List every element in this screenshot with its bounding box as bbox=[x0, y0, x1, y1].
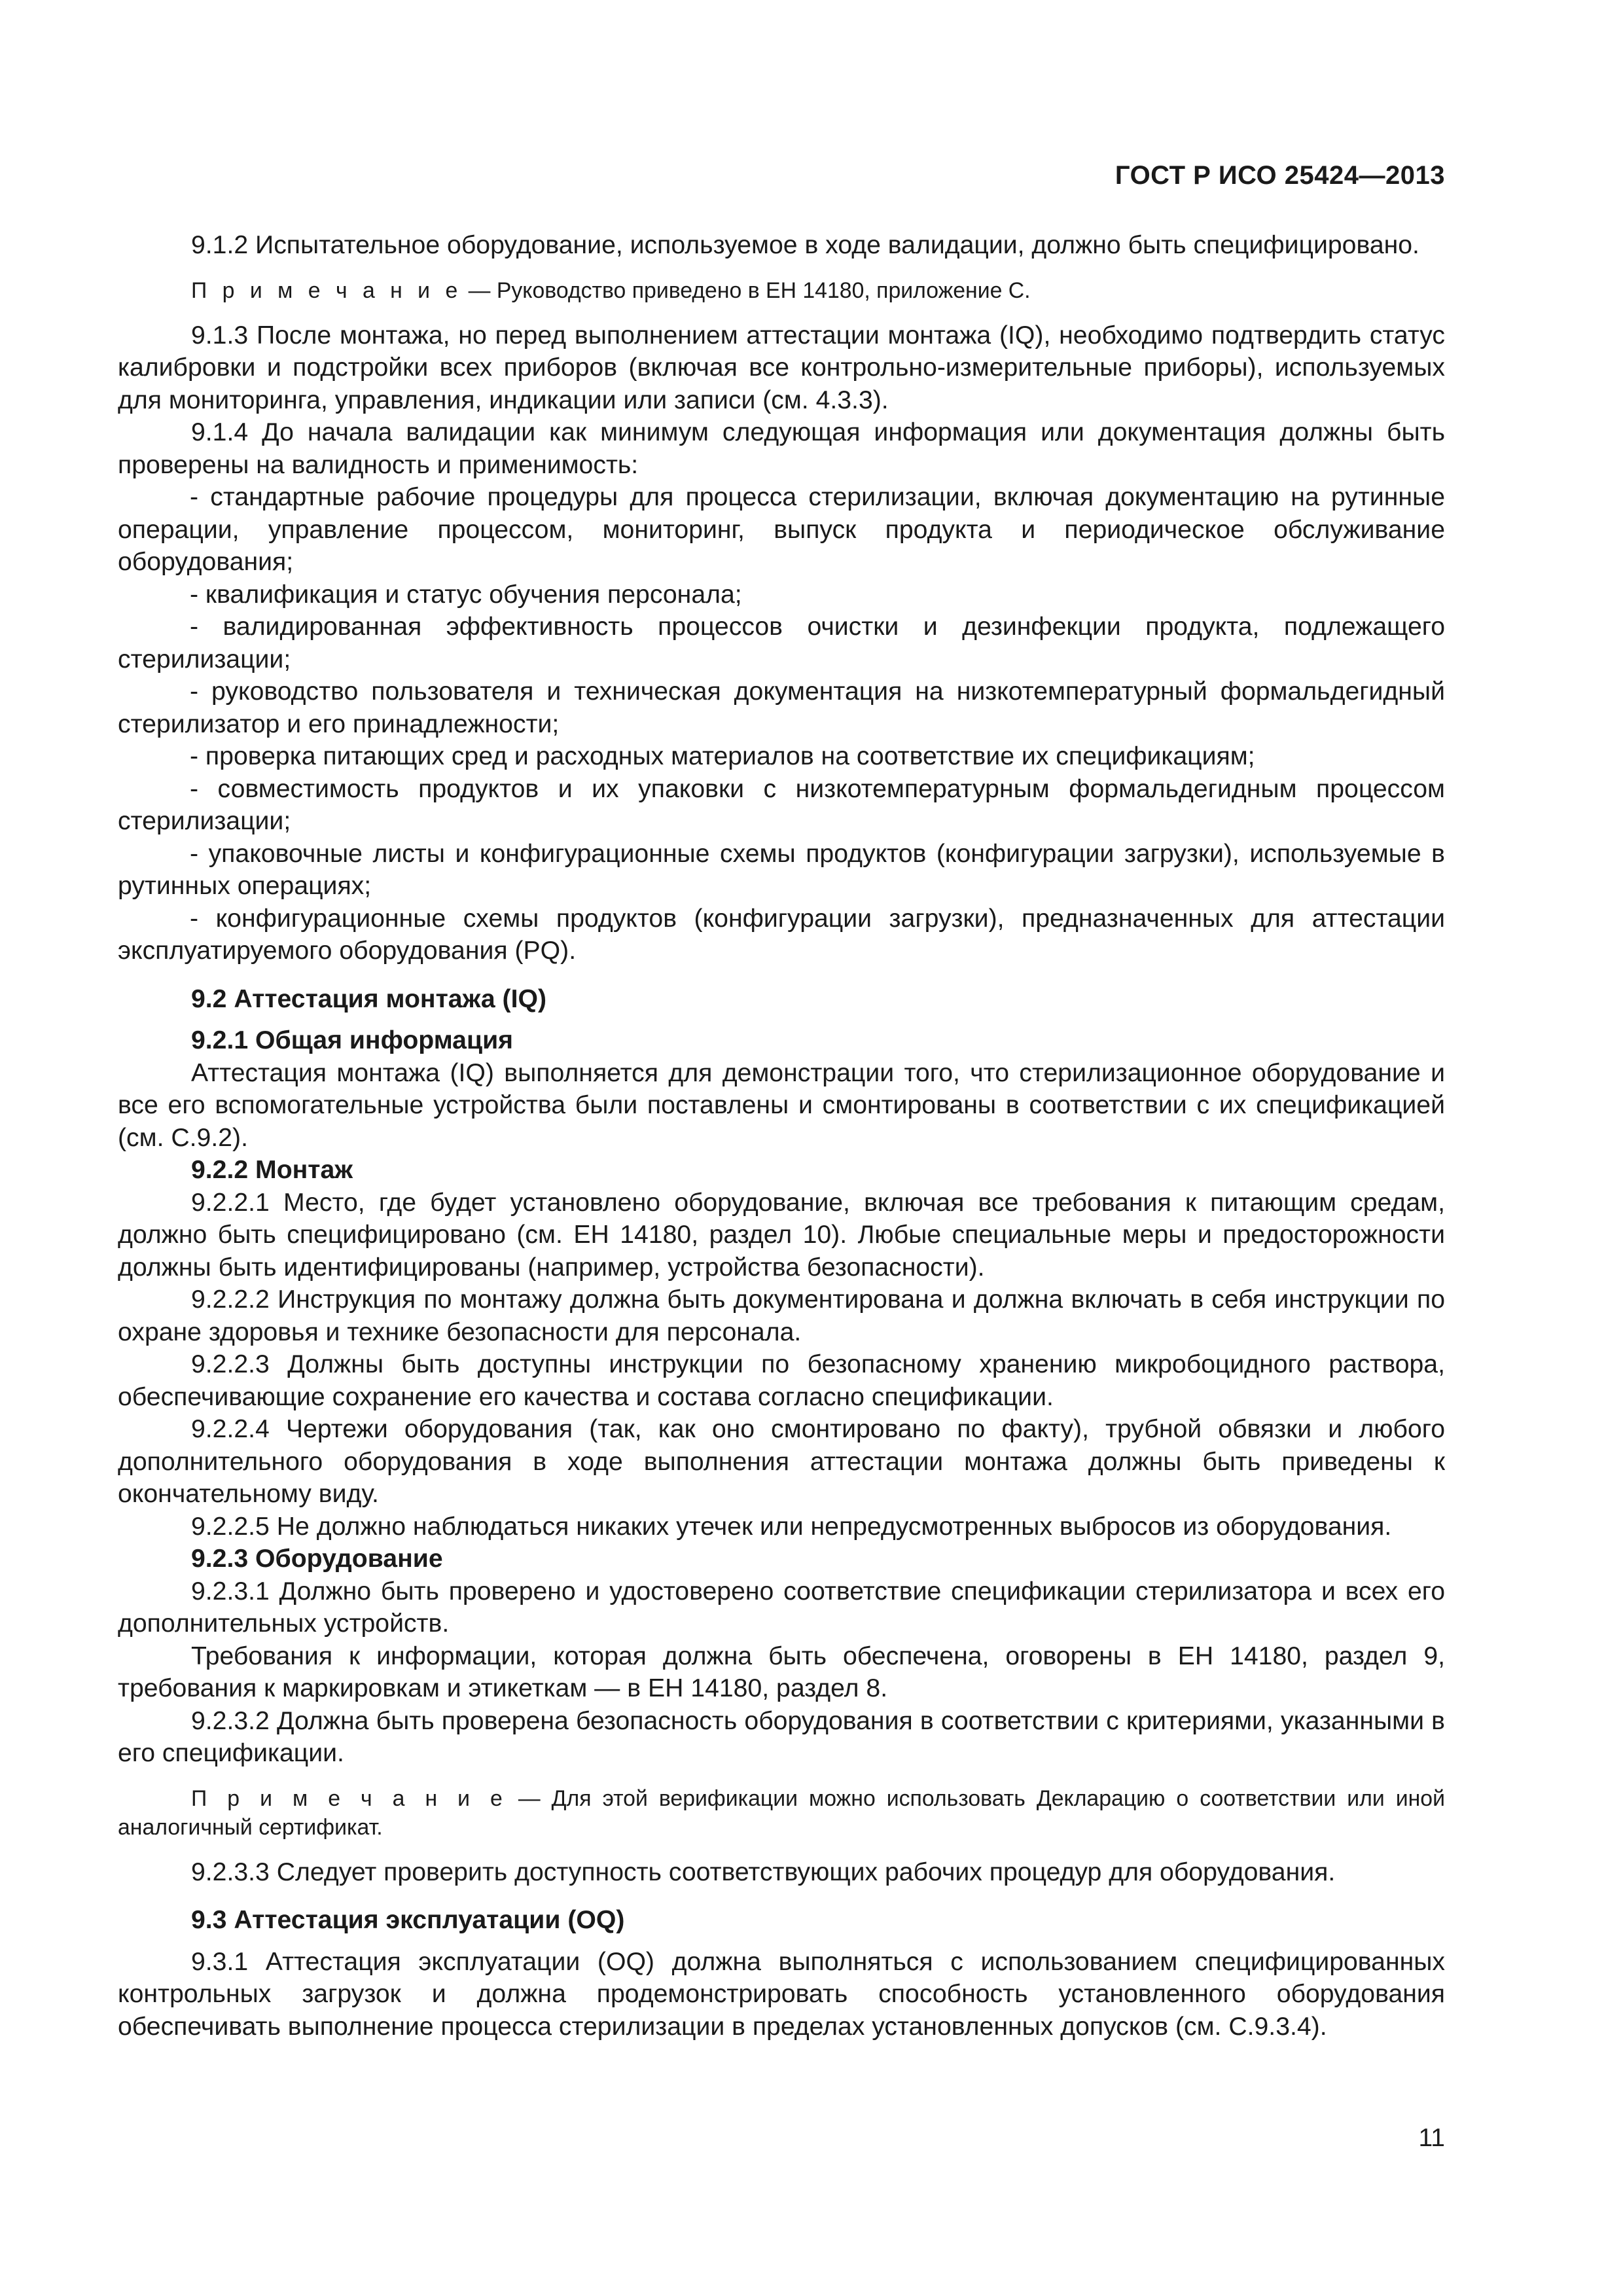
paragraph-9-2-3-2: 9.2.3.2 Должна быть проверена безопасность оборудования в соответствии с критериями, указанными в его спецификации. bbox=[118, 1706, 1445, 1767]
note-1 bbox=[118, 276, 1445, 305]
note-text: — Для этой верификации можно использовать Декларацию о соответствии или иной аналогичный сертификат. bbox=[118, 1785, 1445, 1840]
list-item: - валидированная эффективность процессов очистки и дезинфекции продукта, подлежащего стерилизации; bbox=[118, 613, 1445, 673]
list-item: - стандартные рабочие процедуры для процесса стерилизации, включая документацию на рутинные операции, управление процессом, мониторинг, выпуск продукта и периодическое обслуживание оборудования; bbox=[118, 483, 1445, 576]
paragraph-9-2-2-2: 9.2.2.2 Инструкция по монтажу должна быть документирована и должна включать в себя инструкции по охране здоровья и технике безопасности для персонала. bbox=[118, 1285, 1445, 1346]
note-label: П р и м е ч а н и е bbox=[191, 278, 463, 303]
document-header: ГОСТ Р ИСО 25424—2013 bbox=[1115, 161, 1445, 190]
note-label: П р и м е ч а н и е bbox=[191, 1785, 507, 1811]
list-item: - квалификация и статус обучения персонала; bbox=[190, 580, 742, 609]
paragraph-9-1-2: 9.1.2 Испытательное оборудование, используемое в ходе валидации, должно быть специфицировано. bbox=[191, 231, 1419, 259]
subsection-heading-9-2-2: 9.2.2 Монтаж bbox=[191, 1156, 353, 1184]
section-heading-9-3: 9.3 Аттестация эксплуатации (OQ) bbox=[191, 1906, 625, 1934]
paragraph-9-2-2-1: 9.2.2.1 Место, где будет установлено оборудование, включая все требования к питающим средам, должно быть специфицировано (см. ЕН 14180, раздел 10). Любые специальные меры и предосторожности должны быть идентифицированы (например, устройства безопасности). bbox=[118, 1188, 1445, 1282]
paragraph-9-1-3: 9.1.3 После монтажа, но перед выполнением аттестации монтажа (IQ), необходимо подтвердить статус калибровки и подстройки всех приборов (включая все контрольно-измерительные приборы), используемых для мониторинга, управления, индикации или записи (см. 4.3.3). bbox=[118, 321, 1445, 414]
paragraph-9-2-2-4: 9.2.2.4 Чертежи оборудования (так, как оно смонтировано по факту), трубной обвязки и любого дополнительного оборудования в ходе выполнения аттестации монтажа должны быть приведены к окончательному виду. bbox=[118, 1415, 1445, 1508]
paragraph-9-3-1: 9.3.1 Аттестация эксплуатации (OQ) должна выполняться с использованием специфицированных контрольных загрузок и должна продемонстрировать способность установленного оборудования обеспечивать выполнение процесса стерилизации в пределах установленных допусков (см. С.9.3.4). bbox=[118, 1947, 1445, 2041]
paragraph-9-2-3-3: 9.2.3.3 Следует проверить доступность соответствующих рабочих процедур для оборудования. bbox=[191, 1857, 1336, 1886]
paragraph-9-2-3-1: 9.2.3.1 Должно быть проверено и удостоверено соответствие спецификации стерилизатора и всех его дополнительных устройств. bbox=[118, 1577, 1445, 1638]
subsection-heading-9-2-3: 9.2.3 Оборудование bbox=[191, 1545, 443, 1573]
paragraph-9-2-2-3: 9.2.2.3 Должны быть доступны инструкции по безопасному хранению микробоцидного раствора, обеспечивающие сохранение его качества и состава согласно спецификации. bbox=[118, 1350, 1445, 1411]
note-2 bbox=[118, 1784, 1445, 1842]
list-item: - проверка питающих сред и расходных материалов на соответствие их спецификациям; bbox=[190, 742, 1255, 770]
note-text: — Руководство приведено в ЕН 14180, приложение С. bbox=[462, 278, 1031, 303]
page-number: 11 bbox=[1418, 2124, 1445, 2152]
list-item: - упаковочные листы и конфигурационные схемы продуктов (конфигурации загрузки), используемые в рутинных операциях; bbox=[118, 839, 1445, 900]
subsection-heading-9-2-1: 9.2.1 Общая информация bbox=[191, 1026, 514, 1054]
section-heading-9-2: 9.2 Аттестация монтажа (IQ) bbox=[191, 984, 546, 1013]
list-item: - совместимость продуктов и их упаковки с низкотемпературным формальдегидным процессом стерилизации; bbox=[118, 774, 1445, 835]
paragraph-9-1-4: 9.1.4 До начала валидации как минимум следующая информация или документация должны быть проверены на валидность и применимость: bbox=[118, 418, 1445, 479]
paragraph-9-2-2-5: 9.2.2.5 Не должно наблюдаться никаких утечек или непредусмотренных выбросов из оборудования. bbox=[191, 1512, 1392, 1541]
paragraph-9-2-1: Аттестация монтажа (IQ) выполняется для демонстрации того, что стерилизационное оборудование и все его вспомогательные устройства были поставлены и смонтированы в соответствии с их спецификацией (см. С.9.2). bbox=[118, 1058, 1445, 1152]
list-item: - конфигурационные схемы продуктов (конфигурации загрузки), предназначенных для аттестации эксплуатируемого оборудования (PQ). bbox=[118, 904, 1445, 965]
list-item: - руководство пользователя и техническая документация на низкотемпературный формальдегидный стерилизатор и его принадлежности; bbox=[118, 677, 1445, 738]
document-body bbox=[118, 229, 1445, 2043]
paragraph-requirements: Требования к информации, которая должна быть обеспечена, оговорены в ЕН 14180, раздел 9, требования к маркировкам и этикеткам — в ЕН 14180, раздел 8. bbox=[118, 1641, 1445, 1702]
